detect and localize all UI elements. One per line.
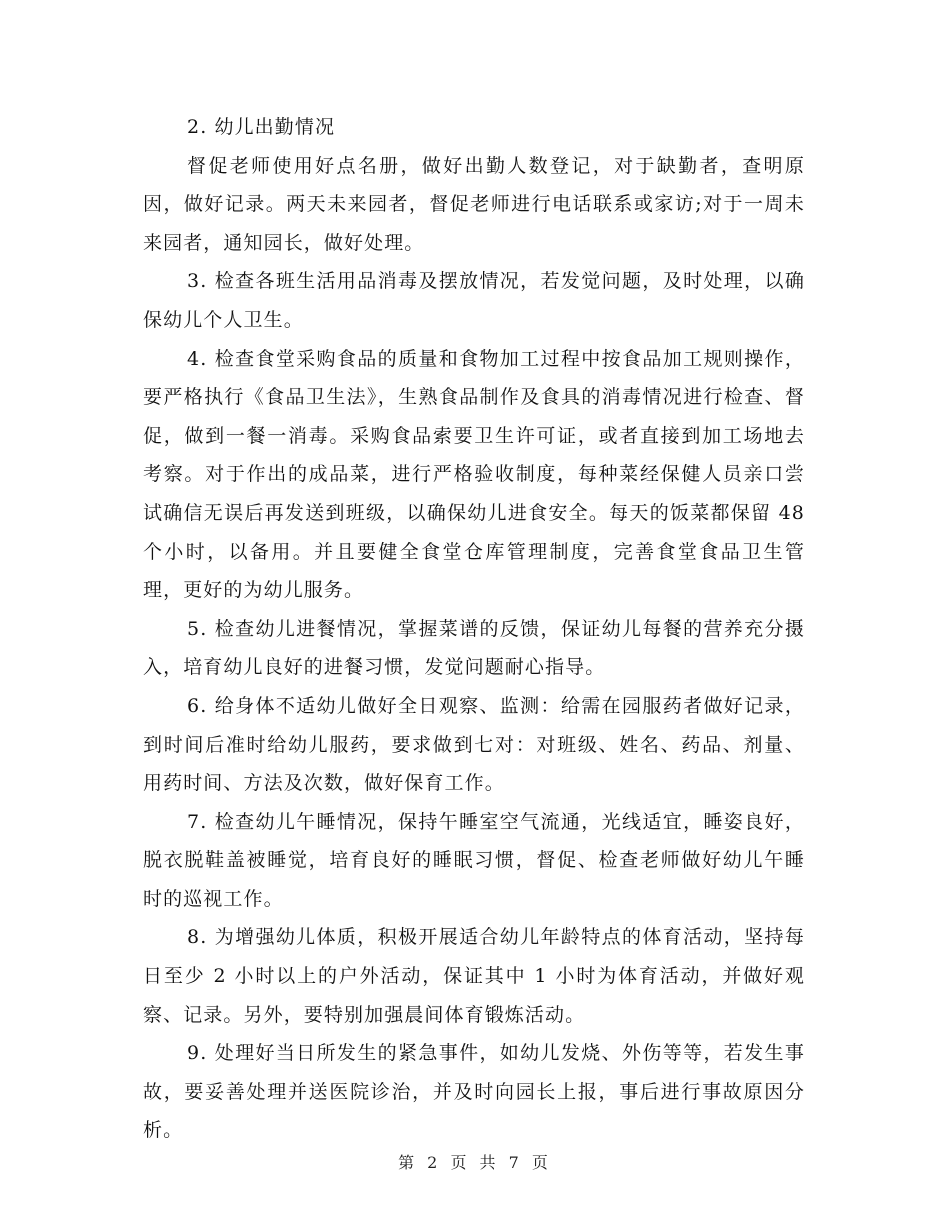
section-heading-attendance: 2. 幼儿出勤情况	[187, 116, 336, 138]
paragraph-item-7: 7. 检查幼儿午睡情况，保持午睡室空气流通，光线适宜，睡姿良好，脱衣脱鞋盖被睡觉，培育良好的睡眠习惯，督促、检查老师做好幼儿午睡时的巡视工作。	[143, 810, 805, 910]
page-footer: 第 2 页 共 7 页	[398, 1153, 552, 1172]
paragraph-item-3: 3. 检查各班生活用品消毒及摆放情况，若发觉问题，及时处理，以确保幼儿个人卫生。	[143, 270, 805, 331]
paragraph-item-4: 4. 检查食堂采购食品的质量和食物加工过程中按食品加工规则操作，要严格执行《食品卫生法》，生熟食品制作及食具的消毒情况进行检查、督促，做到一餐一消毒。采购食品索要卫生许可证，或者直接到加工场地去考察。对于作出的成品菜，进行严格验收制度，每种菜经保健人员亲口尝试确信无误后再发送到班级，以确保幼儿进食安全。每天的饭菜都保留 48 个小时，以备用。并且要健全食堂仓库管理制度，完善食堂食品卫生管理，更好的为幼儿服务。	[143, 347, 805, 602]
document-body	[143, 108, 805, 1150]
paragraph-attendance: 督促老师使用好点名册，做好出勤人数登记，对于缺勤者，查明原因，做好记录。两天未来园者，督促老师进行电话联系或家访;对于一周未来园者，通知园长，做好处理。	[143, 154, 805, 254]
paragraph-item-6: 6. 给身体不适幼儿做好全日观察、监测：给需在园服药者做好记录，到时间后准时给幼儿服药，要求做到七对：对班级、姓名、药品、剂量、用药时间、方法及次数，做好保育工作。	[143, 694, 805, 795]
paragraph-item-9: 9. 处理好当日所发生的紧急事件，如幼儿发烧、外伤等等，若发生事故，要妥善处理并送医院诊治，并及时向园长上报，事后进行事故原因分析。	[143, 1042, 805, 1142]
paragraph-item-8: 8. 为增强幼儿体质，积极开展适合幼儿年龄特点的体育活动，坚持每日至少 2 小时以上的户外活动，保证其中 1 小时为体育活动，并做好观察、记录。另外，要特别加强晨间体育锻炼活动。	[143, 926, 805, 1026]
paragraph-item-5: 5. 检查幼儿进餐情况，掌握菜谱的反馈，保证幼儿每餐的营养充分摄入，培育幼儿良好的进餐习惯，发觉问题耐心指导。	[143, 617, 805, 679]
